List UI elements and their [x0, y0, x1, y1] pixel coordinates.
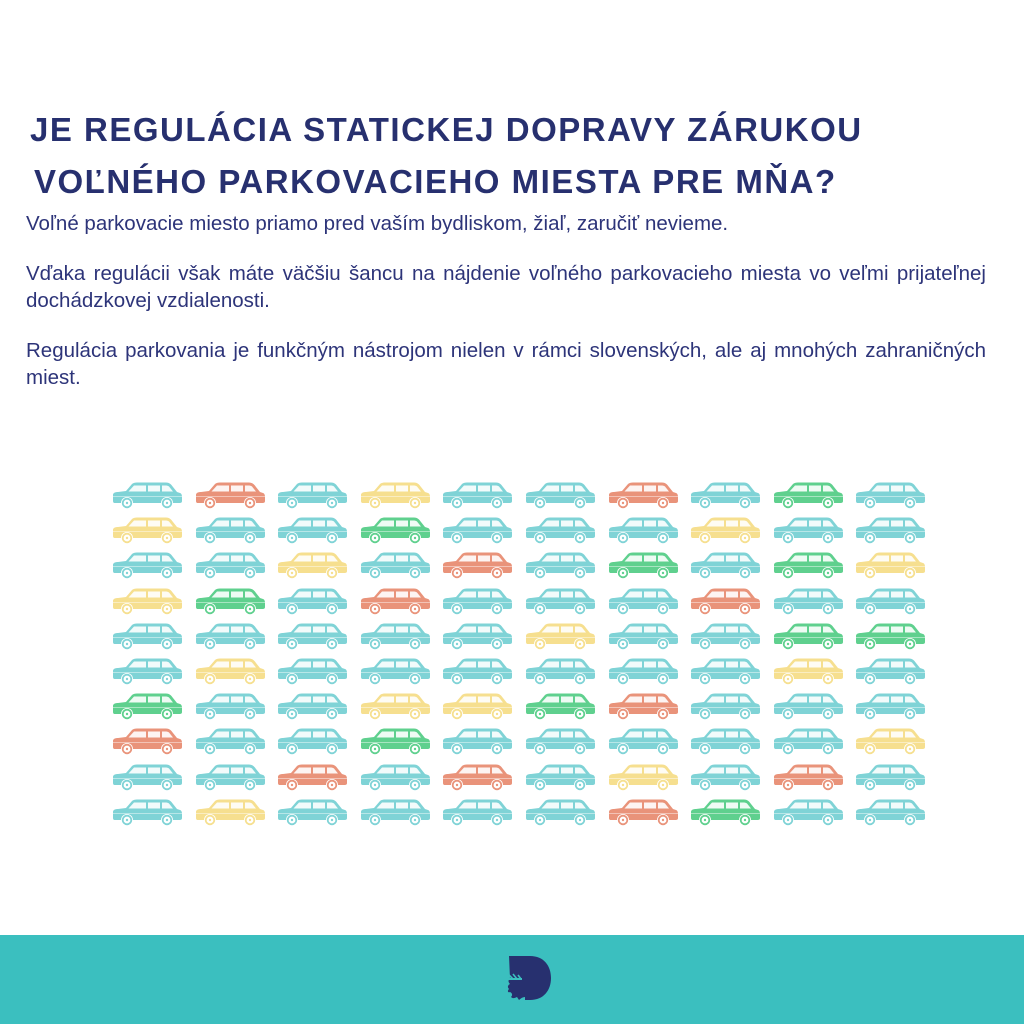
car-icon — [193, 798, 267, 828]
car-icon — [358, 551, 432, 581]
car-icon — [853, 516, 927, 546]
car-icon — [606, 551, 680, 581]
car-icon — [853, 481, 927, 511]
car-icon — [523, 551, 597, 581]
car-icon — [606, 692, 680, 722]
car-icon — [275, 727, 349, 757]
title-line-1: JE REGULÁCIA STATICKEJ DOPRAVY ZÁRUKOU — [30, 111, 863, 148]
car-icon — [358, 587, 432, 617]
car-icon — [771, 481, 845, 511]
car-icon — [688, 763, 762, 793]
car-icon — [771, 587, 845, 617]
car-icon — [193, 763, 267, 793]
car-icon — [440, 798, 514, 828]
car-icon — [358, 481, 432, 511]
car-icon — [358, 798, 432, 828]
car-icon — [606, 516, 680, 546]
car-icon — [275, 657, 349, 687]
car-icon — [688, 516, 762, 546]
car-icon — [688, 692, 762, 722]
oak-leaf-d-logo — [500, 953, 554, 1003]
car-icon — [853, 692, 927, 722]
car-icon — [275, 481, 349, 511]
car-icon — [771, 727, 845, 757]
car-icon — [853, 551, 927, 581]
car-icon — [358, 727, 432, 757]
car-icon — [853, 798, 927, 828]
car-icon — [440, 481, 514, 511]
car-icon — [606, 481, 680, 511]
car-icon — [606, 763, 680, 793]
car-icon — [771, 798, 845, 828]
car-icon — [193, 657, 267, 687]
car-icon — [606, 727, 680, 757]
car-icon — [688, 798, 762, 828]
car-icon — [688, 657, 762, 687]
car-icon — [193, 481, 267, 511]
car-icon — [771, 516, 845, 546]
car-icon — [110, 516, 184, 546]
paragraph-1: Voľné parkovacie miesto priamo pred vaším bydliskom, žiaľ, zaručiť nevieme. — [26, 212, 729, 235]
car-grid-illustration — [110, 481, 936, 833]
car-icon — [110, 763, 184, 793]
car-icon — [523, 727, 597, 757]
car-icon — [440, 622, 514, 652]
car-icon — [193, 692, 267, 722]
car-icon — [110, 587, 184, 617]
car-icon — [110, 727, 184, 757]
car-icon — [275, 516, 349, 546]
car-icon — [523, 622, 597, 652]
car-icon — [523, 798, 597, 828]
car-icon — [358, 763, 432, 793]
car-icon — [688, 587, 762, 617]
car-icon — [440, 727, 514, 757]
car-icon — [523, 587, 597, 617]
car-icon — [110, 551, 184, 581]
car-icon — [193, 551, 267, 581]
car-icon — [853, 727, 927, 757]
car-icon — [275, 798, 349, 828]
car-icon — [523, 481, 597, 511]
car-icon — [358, 692, 432, 722]
car-icon — [523, 657, 597, 687]
car-icon — [440, 587, 514, 617]
car-icon — [193, 587, 267, 617]
car-icon — [606, 622, 680, 652]
car-icon — [523, 692, 597, 722]
car-icon — [193, 516, 267, 546]
car-icon — [771, 551, 845, 581]
car-icon — [275, 622, 349, 652]
car-icon — [440, 692, 514, 722]
car-icon — [110, 798, 184, 828]
page-title — [30, 104, 990, 208]
car-icon — [110, 692, 184, 722]
car-icon — [853, 763, 927, 793]
car-icon — [853, 587, 927, 617]
car-icon — [440, 657, 514, 687]
body-text — [26, 210, 986, 414]
car-icon — [275, 692, 349, 722]
car-icon — [523, 516, 597, 546]
car-icon — [358, 622, 432, 652]
car-icon — [275, 763, 349, 793]
car-icon — [688, 481, 762, 511]
paragraph-2: Vďaka regulácii však máte väčšiu šancu na nájdenie voľného parkovacieho miesta vo veľmi prijateľnej dochádzkovej vzdialenosti. — [26, 262, 986, 312]
car-icon — [606, 587, 680, 617]
car-icon — [193, 727, 267, 757]
car-icon — [358, 657, 432, 687]
car-icon — [771, 763, 845, 793]
car-icon — [771, 657, 845, 687]
car-icon — [853, 657, 927, 687]
car-icon — [688, 551, 762, 581]
title-line-2: VOĽNÉHO PARKOVACIEHO MIESTA PRE MŇA? — [34, 163, 837, 200]
car-icon — [358, 516, 432, 546]
car-icon — [606, 657, 680, 687]
car-icon — [771, 692, 845, 722]
car-icon — [275, 551, 349, 581]
car-icon — [771, 622, 845, 652]
paragraph-3: Regulácia parkovania je funkčným nástrojom nielen v rámci slovenských, ale aj mnohých zahraničných miest. — [26, 339, 986, 389]
car-icon — [523, 763, 597, 793]
car-icon — [606, 798, 680, 828]
car-icon — [440, 551, 514, 581]
car-icon — [193, 622, 267, 652]
car-icon — [110, 622, 184, 652]
car-icon — [853, 622, 927, 652]
car-icon — [275, 587, 349, 617]
car-icon — [110, 657, 184, 687]
car-icon — [440, 516, 514, 546]
car-icon — [688, 727, 762, 757]
car-icon — [110, 481, 184, 511]
car-icon — [688, 622, 762, 652]
car-icon — [440, 763, 514, 793]
